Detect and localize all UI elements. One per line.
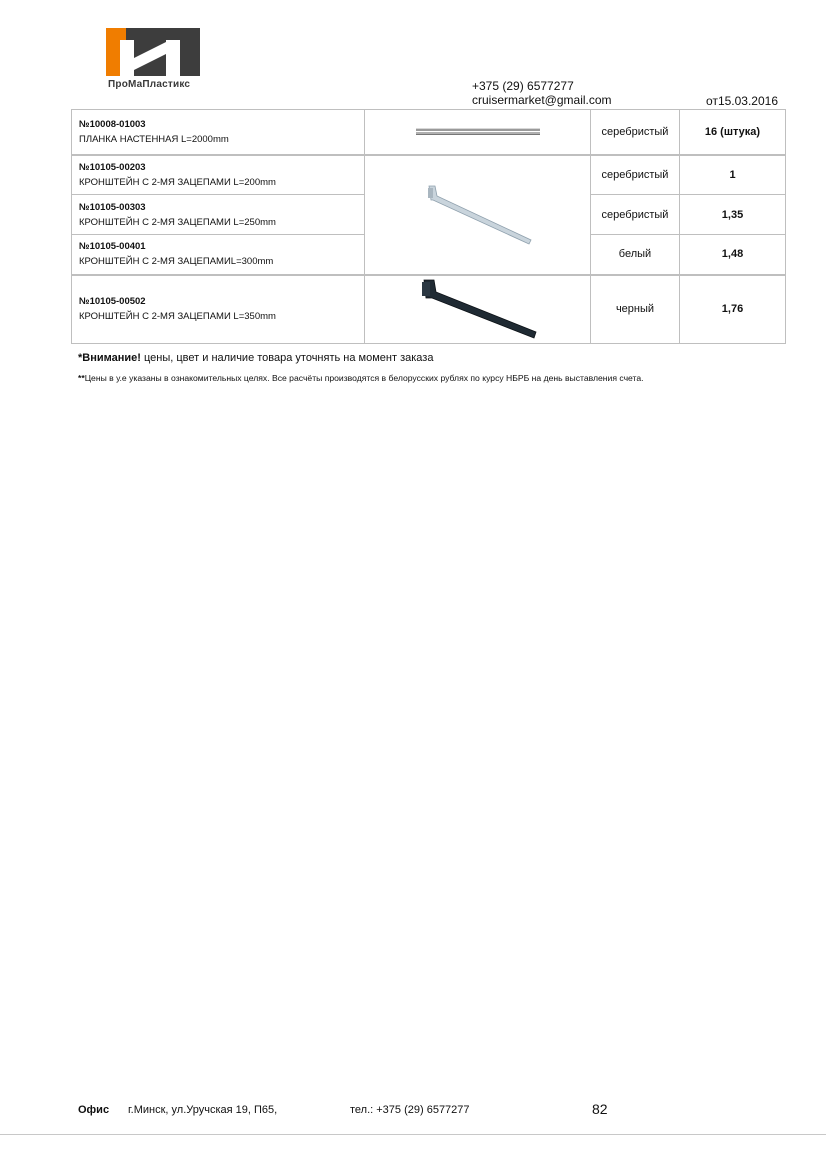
price-note-text: Цены в у.е указаны в ознакомительных целях. Все расчёты производятся в белорусских рублях по курсу НБРБ на день выставления счета. (84, 373, 644, 383)
black-bracket-image (418, 278, 538, 340)
item-code: №10105-00401 (79, 241, 146, 253)
item-description (72, 110, 365, 155)
price-note (78, 373, 644, 383)
price-table (71, 109, 786, 344)
footer-tel: тел.: +375 (29) 6577277 (350, 1104, 470, 1116)
item-code: №10008-01003 (79, 118, 146, 130)
attention-note (78, 352, 433, 364)
footer-divider (0, 1134, 826, 1135)
item-price: 1 (680, 155, 786, 195)
item-price: 1,35 (680, 195, 786, 235)
footer-address: г.Минск, ул.Уручская 19, П65, (128, 1104, 278, 1116)
item-color: серебристый (591, 195, 680, 235)
item-name: КРОНШТЕЙН С 2-МЯ ЗАЦЕПАМИL=300mm (79, 256, 274, 268)
price-date: от15.03.2016 (706, 94, 778, 108)
attention-text: цены, цвет и наличие товара уточнять на момент заказа (140, 352, 434, 364)
item-name: КРОНШТЕЙН С 2-МЯ ЗАЦЕПАМИ L=350mm (79, 311, 276, 323)
item-price: 1,76 (680, 275, 786, 344)
item-price: 1,48 (680, 235, 786, 275)
item-color: серебристый (591, 155, 680, 195)
company-name: ПроМаПластикс (108, 79, 191, 90)
item-price: 16 (штука) (680, 110, 786, 155)
attention-prefix: *Внимание! (78, 352, 141, 364)
company-logo (106, 28, 206, 92)
item-color: белый (591, 235, 680, 275)
header-phone: +375 (29) 6577277 (472, 79, 574, 93)
item-description (72, 275, 365, 344)
contact-block (472, 79, 612, 107)
header-email[interactable]: cruisermarket@gmail.com (472, 93, 612, 107)
item-name: ПЛАНКА НАСТЕННАЯ L=2000mm (79, 133, 229, 145)
table-row (72, 110, 786, 155)
item-code: №10105-00203 (79, 161, 146, 173)
item-description (72, 235, 365, 275)
logo-mark-icon (106, 28, 200, 76)
footer-label: Офис (78, 1104, 110, 1116)
item-name: КРОНШТЕЙН С 2-МЯ ЗАЦЕПАМИ L=250mm (79, 216, 276, 228)
item-image-cell (365, 110, 591, 155)
wall-rail-image (416, 126, 540, 138)
table-row (72, 275, 786, 344)
item-color: черный (591, 275, 680, 344)
table-row (72, 155, 786, 195)
price-note-prefix: ** (78, 373, 85, 383)
item-image-cell (365, 275, 591, 344)
item-description (72, 155, 365, 195)
item-image-cell (365, 155, 591, 275)
page-footer (0, 1101, 826, 1124)
item-name: КРОНШТЕЙН С 2-МЯ ЗАЦЕПАМИ L=200mm (79, 176, 276, 188)
silver-bracket-image (423, 184, 533, 246)
item-description (72, 195, 365, 235)
item-code: №10105-00303 (79, 201, 146, 213)
item-code: №10105-00502 (79, 296, 146, 308)
item-color: серебристый (591, 110, 680, 155)
page-number: 82 (592, 1101, 608, 1117)
